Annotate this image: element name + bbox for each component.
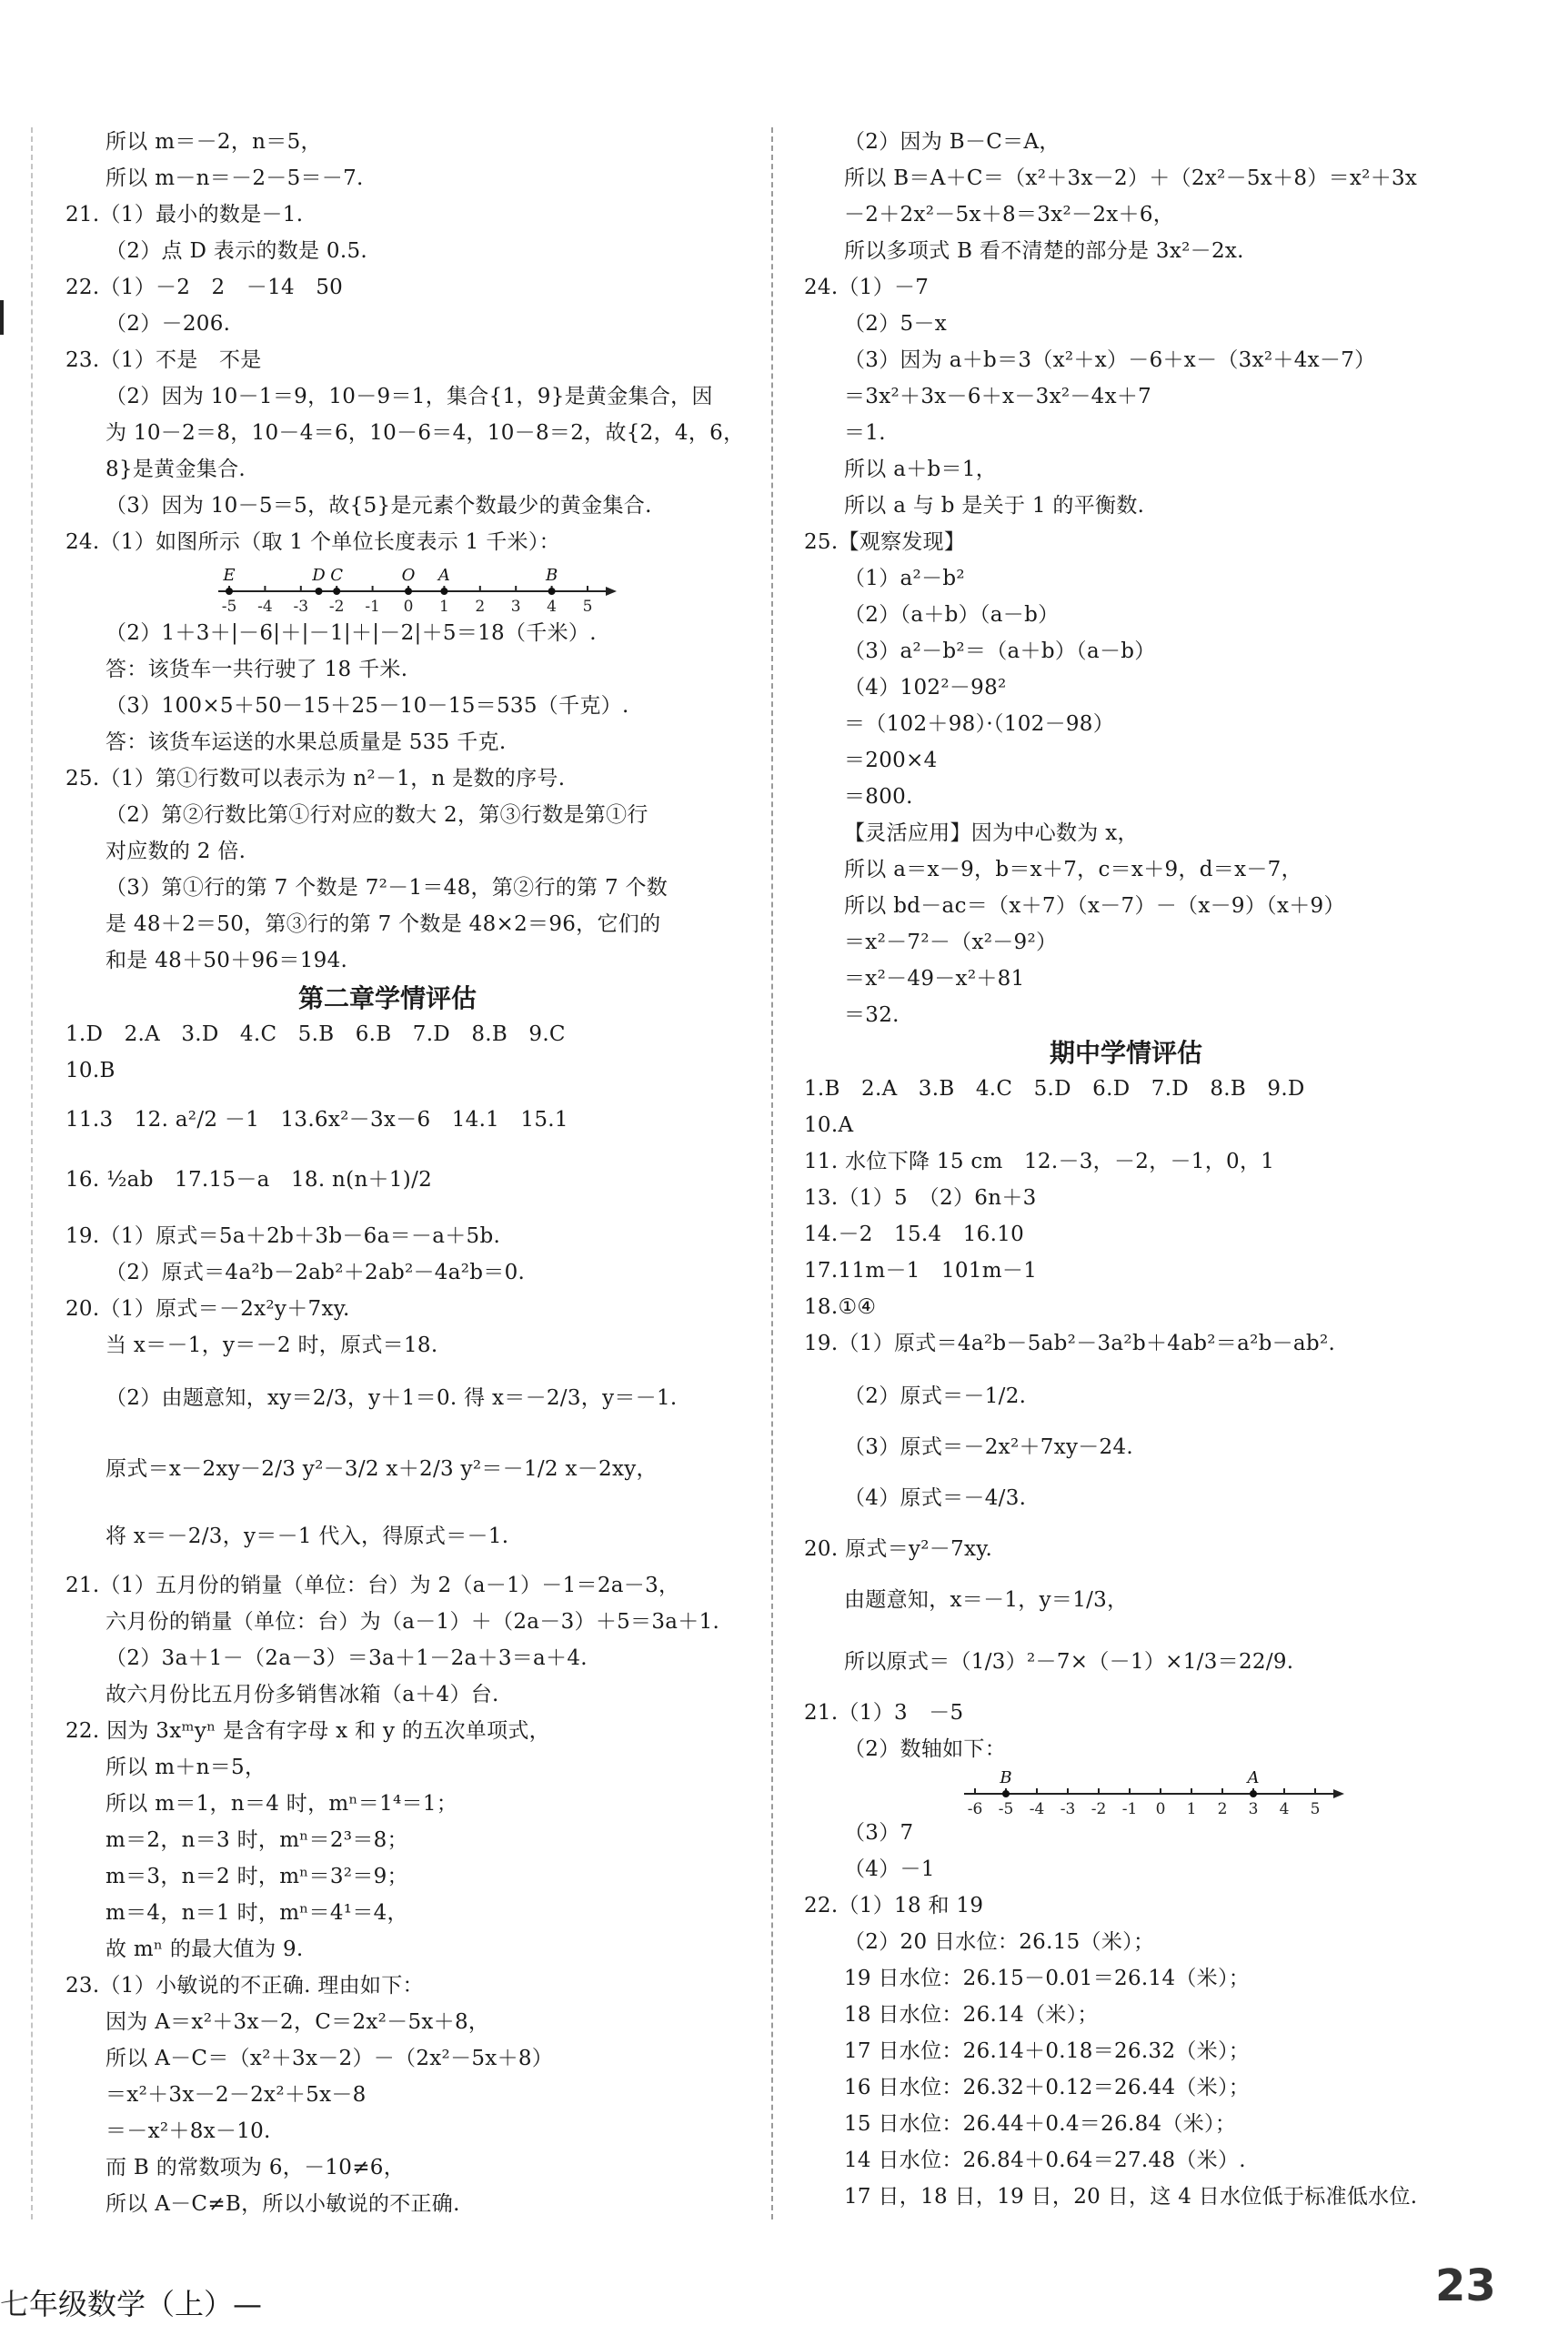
answer-line: 所以 a＋b＝1，	[844, 458, 998, 481]
point-marker	[316, 588, 323, 595]
number-line-diagram	[964, 1765, 1346, 1819]
answer-line: （2）数轴如下：	[844, 1737, 1007, 1761]
answer-line: m＝2，n＝3 时，mⁿ＝2³＝8；	[106, 1828, 408, 1852]
answer-line: 21.（1）3 －5	[804, 1701, 964, 1725]
answer-line: 14.－2 15.4 16.10	[804, 1223, 1025, 1246]
answer-line: 17 日水位：26.14＋0.18＝26.32（米）；	[844, 2039, 1251, 2063]
point-label: O	[401, 566, 416, 585]
tick-label: 1	[1186, 1800, 1197, 1818]
answer-line: ＝3x²＋3x－6＋x－3x²－4x＋7	[844, 385, 1152, 408]
answer-line: 16 日水位：26.32＋0.12＝26.44（米）；	[844, 2076, 1251, 2099]
answer-line: 是 48＋2＝50，第③行的第 7 个数是 48×2＝96，它们的	[106, 912, 661, 936]
answer-line: 所以 a 与 b 是关于 1 的平衡数.	[844, 494, 1145, 518]
answer-line: （3）第①行的第 7 个数是 7²－1＝48，第②行的第 7 个数	[106, 876, 668, 900]
point-marker	[1002, 1790, 1010, 1797]
answer-line: 原式＝x－2xy－2/3 y²－3/2 x＋2/3 y²＝－1/2 x－2xy，	[106, 1457, 658, 1481]
answer-line: （4）原式＝－4/3.	[844, 1486, 1027, 1510]
tick-label: -2	[1091, 1800, 1107, 1818]
answer-line: 19 日水位：26.15－0.01＝26.14（米）；	[844, 1967, 1251, 1990]
answer-line: 22.（1）－2 2 －14 50	[65, 276, 344, 299]
answer-line: 【灵活应用】因为中心数为 x，	[844, 821, 1139, 845]
answer-line: 故 mⁿ 的最大值为 9.	[106, 1938, 304, 1961]
answer-line: 10.A	[804, 1113, 854, 1137]
point-marker	[226, 588, 233, 595]
answer-line: 所以 m＋n＝5，	[106, 1756, 266, 1779]
answer-line: 为 10－2＝8，10－4＝6，10－6＝4，10－8＝2，故{2，4，6，	[106, 421, 745, 445]
answer-line: 所以多项式 B 看不清楚的部分是 3x²－2x.	[844, 239, 1244, 263]
answer-line: m＝3，n＝2 时，mⁿ＝3²＝9；	[106, 1865, 408, 1888]
tick-label: 1	[438, 598, 449, 616]
tick-label: 5	[1310, 1800, 1321, 1818]
tick-label: 2	[1217, 1800, 1228, 1818]
answer-line: 17 日，18 日，19 日，20 日，这 4 日水位低于标准低水位.	[844, 2185, 1418, 2209]
answer-line: （2）－206.	[106, 312, 231, 336]
answer-line: 故六月份比五月份多销售冰箱（a＋4）台.	[106, 1683, 499, 1706]
answer-line: 对应数的 2 倍.	[106, 840, 246, 863]
answer-line: 所以 A－C≠B，所以小敏说的不正确.	[106, 2192, 460, 2216]
tick-label: -3	[1060, 1800, 1076, 1818]
answer-line: ＝－x²＋8x－10.	[106, 2119, 271, 2143]
section-title: 第二章学情评估	[298, 983, 477, 1013]
tick-label: -4	[1029, 1800, 1045, 1818]
answer-line: 21.（1）五月份的销量（单位：台）为 2（a－1）－1＝2a－3，	[65, 1574, 680, 1597]
answer-line: （3）100×5＋50－15＋25－10－15＝535（千克）.	[106, 694, 629, 718]
answer-line: 19.（1）原式＝5a＋2b＋3b－6a＝－a＋5b.	[65, 1224, 501, 1248]
answer-line: 1.D 2.A 3.D 4.C 5.B 6.B 7.D 8.B 9.C	[65, 1022, 566, 1046]
point-label: A	[437, 566, 450, 585]
point-label: B	[545, 566, 558, 585]
answer-line: （3）因为 a＋b＝3（x²＋x）－6＋x－（3x²＋4x－7）	[844, 348, 1376, 372]
answer-line: 14 日水位：26.84＋0.64＝27.48（米）.	[844, 2149, 1246, 2172]
answer-line: 所以 a＝x－9，b＝x＋7，c＝x＋9，d＝x－7，	[844, 858, 1302, 881]
answer-line: （4）－1	[844, 1857, 935, 1881]
edge-mark	[0, 300, 4, 335]
answer-line: 20. 原式＝y²－7xy.	[804, 1537, 993, 1561]
answer-line: m＝4，n＝1 时，mⁿ＝4¹＝4，	[106, 1901, 408, 1925]
tick-label: -4	[257, 598, 273, 616]
tick-label: -1	[1121, 1800, 1138, 1818]
answer-line: （2）因为 B－C＝A，	[844, 130, 1060, 154]
answer-line: （2）第②行数比第①行对应的数大 2，第③行数是第①行	[106, 803, 648, 827]
answer-line: （3）7	[844, 1821, 914, 1845]
answer-line: ＝x²－7²－（x²－9²）	[844, 931, 1058, 954]
answer-line: 24.（1）如图所示（取 1 个单位长度表示 1 千米）：	[65, 530, 560, 554]
answer-line: 8}是黄金集合.	[106, 458, 246, 481]
answer-line: 16. ½ab 17.15－a 18. n(n＋1)/2	[65, 1168, 433, 1192]
answer-line: 11.3 12. a²/2 －1 13.6x²－3x－6 14.1 15.1	[65, 1108, 568, 1132]
answer-line: （2）原式＝4a²b－2ab²＋2ab²－4a²b＝0.	[106, 1261, 526, 1284]
answer-line: －2＋2x²－5x＋8＝3x²－2x＋6，	[844, 203, 1175, 226]
page-number: 23	[1435, 2260, 1496, 2311]
answer-line: （2）原式＝－1/2.	[844, 1384, 1027, 1408]
answer-line: ＝（102＋98）·（102－98）	[844, 712, 1115, 736]
answer-line: 19.（1）原式＝4a²b－5ab²－3a²b＋4ab²＝a²b－ab².	[804, 1332, 1336, 1355]
tick-label: -2	[328, 598, 345, 616]
answer-line: 所以 B＝A＋C＝（x²＋3x－2）＋（2x²－5x＋8）＝x²＋3x	[844, 166, 1418, 190]
answer-line: 当 x＝－1，y＝－2 时，原式＝18.	[106, 1334, 438, 1357]
tick-label: 2	[475, 598, 486, 616]
answer-line: 23.（1）不是 不是	[65, 348, 262, 372]
answer-line: （3）a²－b²＝（a＋b）（a－b）	[844, 639, 1156, 663]
answer-line: 23.（1）小敏说的不正确. 理由如下：	[65, 1974, 424, 1998]
answer-line: 17.11m－1 101m－1	[804, 1259, 1038, 1283]
answer-line: 11. 水位下降 15 cm 12.－3，－2，－1，0，1	[804, 1150, 1275, 1173]
answer-line: 21.（1）最小的数是－1.	[65, 203, 304, 226]
answer-line: （2）3a＋1－（2a－3）＝3a＋1－2a＋3＝a＋4.	[106, 1646, 588, 1670]
answer-line: 24.（1）－7	[804, 276, 930, 299]
answer-line: 所以原式＝（1/3）²－7×（－1）×1/3＝22/9.	[844, 1650, 1294, 1674]
answer-line: 由题意知，x＝－1，y＝1/3，	[844, 1588, 1129, 1612]
answer-line: ＝32.	[844, 1003, 900, 1027]
answer-line: （2）5－x	[844, 312, 948, 336]
answer-line: ＝x²＋3x－2－2x²＋5x－8	[106, 2083, 367, 2107]
answer-line: （3）因为 10－5＝5，故{5}是元素个数最少的黄金集合.	[106, 494, 652, 518]
footer-book-title: 七年级数学（上）—	[0, 2287, 263, 2321]
tick-label: -5	[998, 1800, 1014, 1818]
point-label: B	[1000, 1768, 1012, 1787]
answer-line: 10.B	[65, 1059, 116, 1082]
tick-label: -3	[293, 598, 309, 616]
answer-line: （3）原式＝－2x²＋7xy－24.	[844, 1435, 1134, 1459]
number-line-diagram	[218, 559, 618, 619]
tick-label: 4	[1279, 1800, 1290, 1818]
answer-line: 答：该货车一共行驶了 18 千米.	[106, 658, 408, 681]
answer-line: （4）102²－98²	[844, 676, 1007, 700]
point-marker	[548, 588, 556, 595]
point-label: A	[1247, 1768, 1260, 1787]
answer-line: （2）（a＋b）（a－b）	[844, 603, 1060, 627]
axis-arrowhead	[606, 587, 617, 596]
point-label: D	[312, 566, 326, 585]
tick-label: 3	[1248, 1800, 1259, 1818]
answer-line: 18 日水位：26.14（米）；	[844, 2003, 1099, 2027]
answer-line: 所以 m＝－2，n＝5，	[106, 130, 322, 154]
tick-label: 0	[403, 598, 414, 616]
point-label: E	[223, 566, 236, 585]
column-divider	[771, 127, 773, 2219]
answer-line: （2）1＋3＋|－6|＋|－1|＋|－2|＋5＝18（千米）.	[106, 621, 597, 645]
answer-line: 18.①④	[804, 1295, 877, 1319]
point-marker	[1250, 1790, 1257, 1797]
answer-line: 1.B 2.A 3.B 4.C 5.D 6.D 7.D 8.B 9.D	[804, 1077, 1305, 1101]
answer-line: 13.（1）5 （2）6n＋3	[804, 1186, 1037, 1210]
answer-line: 因为 A＝x²＋3x－2，C＝2x²－5x＋8，	[106, 2010, 490, 2034]
answer-line: 和是 48＋50＋96＝194.	[106, 949, 348, 972]
answer-line: （2）20 日水位：26.15（米）；	[844, 1930, 1155, 1954]
left-margin-rule	[31, 127, 33, 2219]
answer-line: 20.（1）原式＝－2x²y＋7xy.	[65, 1297, 350, 1321]
answer-line: 15 日水位：26.44＋0.4＝26.84（米）；	[844, 2112, 1237, 2136]
answer-line: （2）由题意知，xy＝2/3，y＋1＝0. 得 x＝－2/3，y＝－1.	[106, 1386, 678, 1410]
answer-line: （2）因为 10－1＝9，10－9＝1，集合{1，9}是黄金集合，因	[106, 385, 713, 408]
answer-line: （2）点 D 表示的数是 0.5.	[106, 239, 367, 263]
answer-line: 25.【观察发现】	[804, 530, 966, 554]
point-marker	[405, 588, 412, 595]
tick-label: 4	[547, 598, 558, 616]
point-marker	[333, 588, 340, 595]
answer-line: ＝800.	[844, 785, 913, 809]
answer-line: 所以 m＝1，n＝4 时，mⁿ＝1⁴＝1；	[106, 1792, 458, 1816]
answer-line: 22.（1）18 和 19	[804, 1894, 984, 1917]
answer-line: 答：该货车运送的水果总质量是 535 千克.	[106, 730, 507, 754]
tick-label: 3	[510, 598, 521, 616]
answer-line: 将 x＝－2/3，y＝－1 代入，得原式＝－1.	[106, 1525, 509, 1548]
answer-line: 所以 A－C＝（x²＋3x－2）－（2x²－5x＋8）	[106, 2047, 554, 2070]
answer-line: 25.（1）第①行数可以表示为 n²－1，n 是数的序号.	[65, 767, 566, 790]
answer-line: ＝1.	[844, 421, 886, 445]
answer-line: 所以 m－n＝－2－5＝－7.	[106, 166, 364, 190]
answer-line: ＝200×4	[844, 749, 938, 772]
axis-arrowhead	[1333, 1789, 1344, 1798]
answer-line: （1）a²－b²	[844, 567, 965, 590]
point-marker	[440, 588, 447, 595]
point-label: C	[330, 566, 344, 585]
tick-label: -6	[967, 1800, 983, 1818]
answer-line: 所以 bd－ac＝（x＋7）（x－7）－（x－9）（x＋9）	[844, 894, 1345, 918]
tick-label: 5	[582, 598, 593, 616]
answer-line: 而 B 的常数项为 6，－10≠6，	[106, 2156, 406, 2179]
answer-line: 六月份的销量（单位：台）为（a－1）＋（2a－3）＋5＝3a＋1.	[106, 1610, 720, 1634]
tick-label: -1	[365, 598, 380, 616]
tick-label: -5	[221, 598, 237, 616]
answer-line: 22. 因为 3xᵐyⁿ 是含有字母 x 和 y 的五次单项式，	[65, 1719, 550, 1743]
section-title: 期中学情评估	[1050, 1038, 1203, 1068]
answer-line: ＝x²－49－x²＋81	[844, 967, 1025, 991]
tick-label: 0	[1155, 1800, 1166, 1818]
